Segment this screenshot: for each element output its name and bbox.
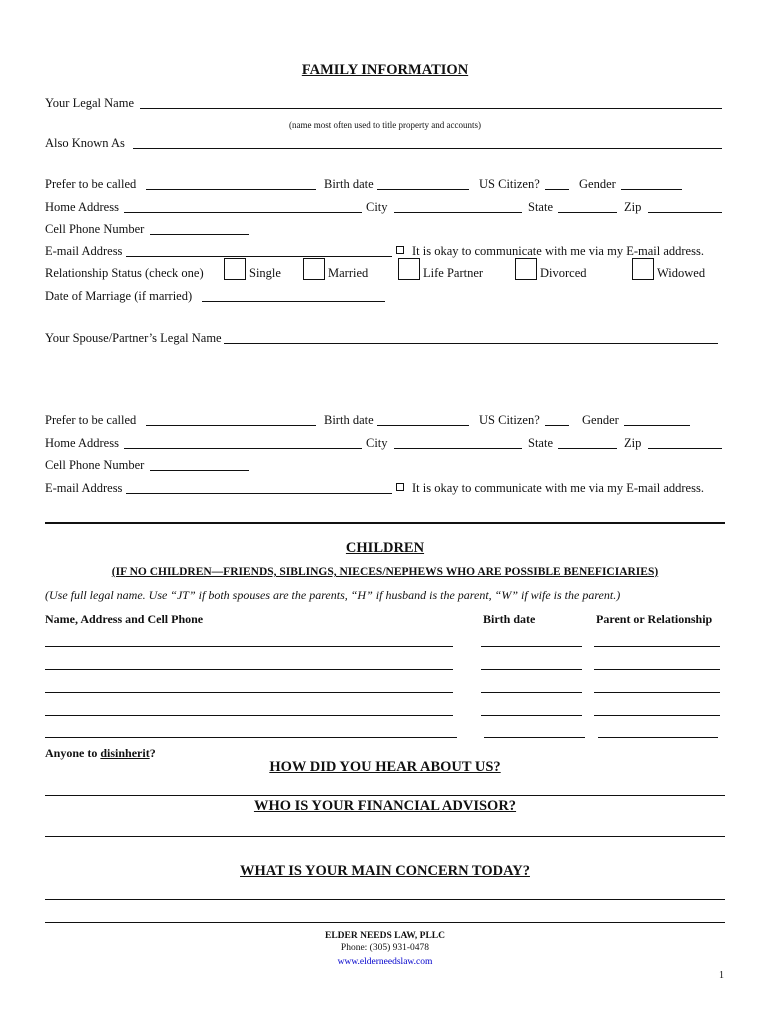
email-ok-checkbox[interactable] (396, 246, 404, 254)
divorced-checkbox[interactable] (515, 258, 537, 280)
state-label: State (528, 200, 553, 214)
life-partner-label: Life Partner (423, 266, 484, 280)
spouse-home-address-field[interactable] (124, 448, 362, 449)
cell-field[interactable] (150, 234, 249, 235)
footer-website-link[interactable]: www.elderneedslaw.com (337, 957, 433, 967)
email-label: E-mail Address (45, 244, 123, 258)
gender-field[interactable] (621, 189, 682, 190)
single-label: Single (249, 266, 281, 280)
child-parent-field[interactable] (594, 692, 720, 693)
spouse-us-citizen-field[interactable] (545, 425, 569, 426)
spouse-zip-field[interactable] (648, 448, 722, 449)
col-name-header: Name, Address and Cell Phone (45, 612, 204, 626)
spouse-state-field[interactable] (558, 448, 617, 449)
gender-label: Gender (579, 177, 616, 191)
footer-website[interactable] (0, 957, 770, 967)
relationship-label: Relationship Status (check one) (45, 266, 204, 280)
us-citizen-field[interactable] (545, 189, 569, 190)
spouse-zip-label: Zip (624, 436, 642, 450)
legal-name-label: Your Legal Name (45, 96, 134, 110)
child-parent-field[interactable] (598, 737, 718, 738)
form-title: FAMILY INFORMATION (301, 62, 469, 78)
child-name-field[interactable] (45, 692, 453, 693)
spouse-home-address-label: Home Address (45, 436, 119, 450)
concern-title: WHAT IS YOUR MAIN CONCERN TODAY? (240, 863, 530, 879)
section-divider (45, 522, 725, 524)
home-address-field[interactable] (124, 212, 362, 213)
married-label: Married (328, 266, 369, 280)
spouse-email-label: E-mail Address (45, 481, 123, 495)
email-ok-text: It is okay to communicate with me via my E-mail address. (412, 244, 704, 258)
child-parent-field[interactable] (594, 715, 720, 716)
child-birth-field[interactable] (481, 692, 582, 693)
spouse-email-ok-checkbox[interactable] (396, 483, 404, 491)
child-birth-field[interactable] (481, 646, 582, 647)
child-name-field[interactable] (45, 737, 457, 738)
aka-label: Also Known As (45, 136, 125, 150)
zip-field[interactable] (648, 212, 722, 213)
prefer-field[interactable] (146, 189, 316, 190)
spouse-gender-label: Gender (582, 413, 619, 427)
child-name-field[interactable] (45, 715, 453, 716)
disinherit-suffix: ? (149, 746, 156, 760)
spouse-gender-field[interactable] (624, 425, 690, 426)
legal-name-note: (name most often used to title property and accounts) (289, 120, 481, 130)
cell-label: Cell Phone Number (45, 222, 145, 236)
footer-firm: ELDER NEEDS LAW, PLLC (324, 931, 446, 941)
disinherit-prefix: Anyone to (45, 746, 101, 760)
footer-phone: Phone: (305) 931-0478 (340, 943, 430, 953)
spouse-name-field[interactable] (224, 343, 718, 344)
page-number: 1 (719, 970, 724, 981)
col-birth-header: Birth date (483, 612, 536, 626)
child-parent-field[interactable] (594, 669, 720, 670)
child-birth-field[interactable] (484, 737, 585, 738)
hear-title: HOW DID YOU HEAR ABOUT US? (269, 759, 501, 775)
children-instruction: (Use full legal name. Use “JT” if both spouses are the parents, “H” if husband is the parent, “W” if wife is the parent.) (45, 588, 621, 602)
child-parent-field[interactable] (594, 646, 720, 647)
birth-date-field[interactable] (377, 189, 469, 190)
marriage-date-label: Date of Marriage (if married) (45, 289, 193, 303)
child-name-field[interactable] (45, 669, 453, 670)
disinherit-word: disinherit (100, 746, 150, 760)
birth-date-label: Birth date (324, 177, 374, 191)
advisor-field[interactable] (45, 836, 725, 837)
children-subtitle: (IF NO CHILDREN—FRIENDS, SIBLINGS, NIECES/NEPHEWS WHO ARE POSSIBLE BENEFICIARIES) (111, 566, 659, 578)
spouse-city-label: City (366, 436, 388, 450)
marriage-date-field[interactable] (202, 301, 385, 302)
zip-label: Zip (624, 200, 642, 214)
city-field[interactable] (394, 212, 522, 213)
life-partner-checkbox[interactable] (398, 258, 420, 280)
spouse-city-field[interactable] (394, 448, 522, 449)
spouse-us-citizen-label: US Citizen? (479, 413, 540, 427)
spouse-email-ok-text: It is okay to communicate with me via my E-mail address. (412, 481, 704, 495)
spouse-birth-date-field[interactable] (377, 425, 469, 426)
widowed-checkbox[interactable] (632, 258, 654, 280)
spouse-prefer-field[interactable] (146, 425, 316, 426)
spouse-name-label: Your Spouse/Partner’s Legal Name (45, 331, 222, 345)
child-name-field[interactable] (45, 646, 453, 647)
city-label: City (366, 200, 388, 214)
prefer-label: Prefer to be called (45, 177, 137, 191)
col-parent-header: Parent or Relationship (596, 612, 713, 626)
hear-field[interactable] (45, 795, 725, 796)
spouse-cell-label: Cell Phone Number (45, 458, 145, 472)
aka-field[interactable] (133, 148, 722, 149)
state-field[interactable] (558, 212, 617, 213)
children-title: CHILDREN (345, 540, 425, 556)
email-field[interactable] (126, 256, 392, 257)
home-address-label: Home Address (45, 200, 119, 214)
concern-field[interactable] (45, 922, 725, 923)
married-checkbox[interactable] (303, 258, 325, 280)
widowed-label: Widowed (657, 266, 706, 280)
advisor-title: WHO IS YOUR FINANCIAL ADVISOR? (253, 798, 517, 814)
divorced-label: Divorced (540, 266, 587, 280)
child-birth-field[interactable] (481, 669, 582, 670)
single-checkbox[interactable] (224, 258, 246, 280)
spouse-prefer-label: Prefer to be called (45, 413, 137, 427)
legal-name-field[interactable] (140, 108, 722, 109)
spouse-state-label: State (528, 436, 553, 450)
concern-field[interactable] (45, 899, 725, 900)
child-birth-field[interactable] (481, 715, 582, 716)
spouse-birth-date-label: Birth date (324, 413, 374, 427)
spouse-email-field[interactable] (126, 493, 392, 494)
us-citizen-label: US Citizen? (479, 177, 540, 191)
spouse-cell-field[interactable] (150, 470, 249, 471)
